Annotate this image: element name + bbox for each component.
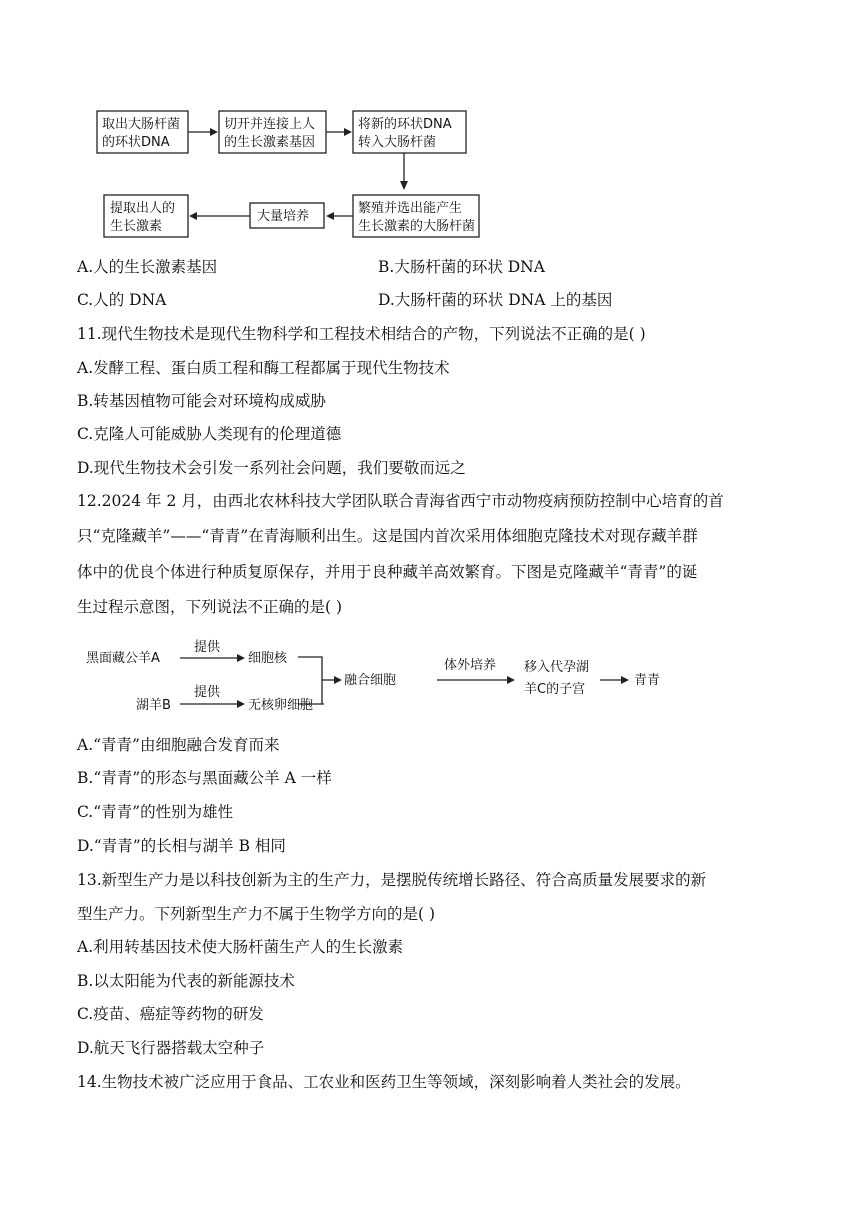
- svg-text:的生长激素基因: 的生长激素基因: [224, 135, 316, 150]
- q13-option-b: B.以太阳能为代表的新能源技术: [77, 972, 295, 990]
- gene-engineering-flowchart: [0, 0, 860, 250]
- q11-stem: 11.现代生物技术是现代生物科学和工程技术相结合的产物，下列说法不正确的是( ): [77, 325, 646, 343]
- svg-text:生长激素: 生长激素: [110, 219, 163, 234]
- svg-text:大量培养: 大量培养: [257, 209, 310, 224]
- flow-box-4: [353, 195, 479, 237]
- source-b-label: 湖羊B: [136, 698, 171, 713]
- q11-option-b: B.转基因植物可能会对环境构成威胁: [77, 392, 326, 410]
- q10-option-d: D.大肠杆菌的环状 DNA 上的基因: [378, 291, 613, 309]
- flow-box-1: [97, 111, 188, 153]
- q10-option-a: A.人的生长激素基因: [77, 258, 218, 276]
- svg-text:提取出人的: 提取出人的: [110, 201, 176, 216]
- provide-label-1: 提供: [194, 640, 221, 655]
- svg-text:转入大肠杆菌: 转入大肠杆菌: [358, 135, 437, 150]
- q12-stem-line-2: 只“克隆藏羊”——“青青”在青海顺利出生。这是国内首次采用体细胞克隆技术对现存藏羊群: [77, 527, 698, 545]
- svg-text:取出大肠杆菌: 取出大肠杆菌: [102, 117, 181, 132]
- q12-stem-line-3: 体中的优良个体进行种质复原保存，并用于良种藏羊高效繁育。下图是克隆藏羊“青青”的诞: [77, 563, 698, 581]
- flow-box-6: [104, 195, 188, 237]
- q11-option-a: A.发酵工程、蛋白质工程和酶工程都属于现代生物技术: [77, 359, 450, 377]
- q12-option-d: D.“青青”的长相与湖羊 B 相同: [77, 837, 286, 855]
- q13-option-a: A.利用转基因技术使大肠杆菌生产人的生长激素: [77, 938, 404, 956]
- transfer-label-1: 移入代孕湖: [524, 660, 590, 675]
- svg-text:生长激素的大肠杆菌: 生长激素的大肠杆菌: [358, 219, 476, 234]
- flow-box-3: [353, 111, 466, 153]
- result-label: 青青: [634, 673, 661, 688]
- q13-option-d: D.航天飞行器搭载太空种子: [77, 1039, 265, 1057]
- q13-stem-line-2: 型生产力。下列新型生产力不属于生物学方向的是( ): [77, 905, 436, 923]
- egg-cell-label: 无核卵细胞: [248, 698, 314, 713]
- nucleus-label: 细胞核: [248, 651, 288, 666]
- transfer-label-2: 羊C的子宫: [524, 682, 586, 697]
- q11-option-d: D.现代生物技术会引发一系列社会问题，我们要敬而远之: [77, 459, 466, 477]
- svg-text:的环状DNA: 的环状DNA: [102, 135, 170, 150]
- q12-stem-line-1: 12.2024 年 2 月，由西北农林科技大学团队联合青海省西宁市动物疫病预防控制中心培育的首: [77, 492, 724, 510]
- q11-option-c: C.克隆人可能威胁人类现有的伦理道德: [77, 425, 342, 443]
- svg-text:繁殖并选出能产生: 繁殖并选出能产生: [358, 201, 463, 216]
- flow-box-5: [250, 203, 324, 228]
- q10-option-c: C.人的 DNA: [77, 291, 167, 309]
- q12-stem-line-4: 生过程示意图，下列说法不正确的是( ): [77, 598, 343, 616]
- q13-option-c: C.疫苗、癌症等药物的研发: [77, 1005, 264, 1023]
- svg-text:切开并连接上人: 切开并连接上人: [224, 117, 316, 132]
- provide-label-2: 提供: [194, 685, 221, 700]
- culture-label: 体外培养: [444, 658, 497, 673]
- svg-text:将新的环状DNA: 将新的环状DNA: [358, 117, 452, 132]
- q12-option-a: A.“青青”由细胞融合发育而来: [77, 736, 280, 754]
- q12-option-b: B.“青青”的形态与黑面藏公羊 A 一样: [77, 769, 332, 787]
- q14-stem: 14.生物技术被广泛应用于食品、工农业和医药卫生等领域，深刻影响着人类社会的发展。: [77, 1073, 691, 1091]
- q12-option-c: C.“青青”的性别为雄性: [77, 803, 234, 821]
- source-a-label: 黑面藏公羊A: [86, 651, 160, 666]
- flow-box-2: [219, 111, 326, 153]
- q10-option-b: B.大肠杆菌的环状 DNA: [378, 258, 545, 276]
- fused-cell-label: 融合细胞: [344, 673, 397, 688]
- q13-stem-line-1: 13.新型生产力是以科技创新为主的生产力，是摆脱传统增长路径、符合高质量发展要求的新: [77, 871, 707, 889]
